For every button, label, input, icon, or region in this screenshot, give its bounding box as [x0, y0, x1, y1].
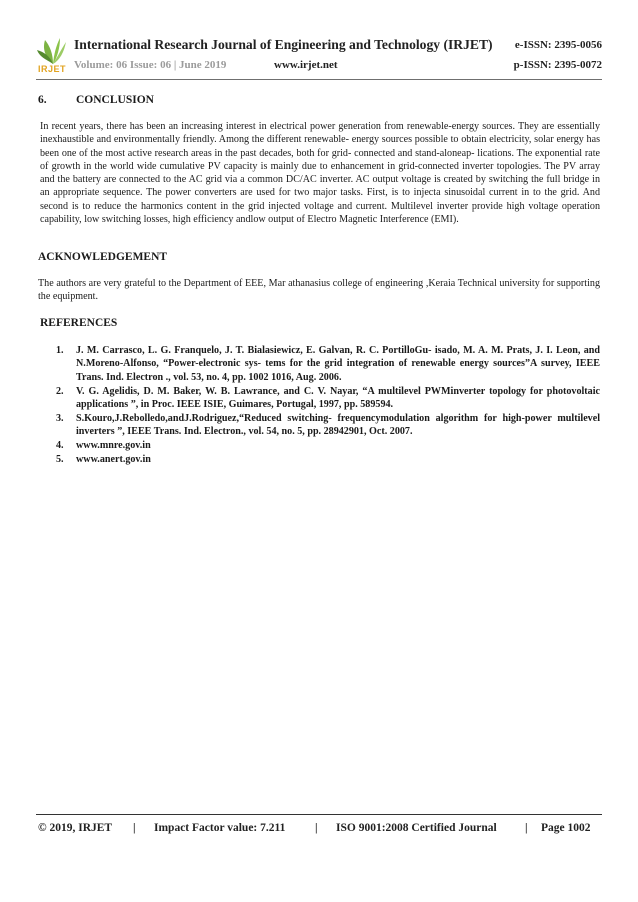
reference-link[interactable]: www.mnre.gov.in [76, 440, 151, 452]
acknowledgement-paragraph: The authors are very grateful to the Department of EEE, Mar athanasius college of engineering ,Keraia Technical university for supporting the equipment. [38, 278, 600, 303]
reference-list [56, 344, 600, 467]
reference-text: J. M. Carrasco, L. G. Franquelo, J. T. Bialasiewicz, E. Galvan, R. C. PortilloGu- isado, M. A. M. Prats, J. I. Leon, and N.Moreno-Alfonso, “Power-electronic sys- tems for the grid integration of renewable energy sources”A survey, IEEE Trans. Ind. Electron ., vol. 53, no. 4, pp. 1002 1016, Aug. 2006. [76, 345, 600, 383]
header-divider [36, 79, 602, 80]
footer-copyright: © 2019, IRJET [38, 822, 113, 834]
reference-number: 2. [56, 385, 64, 397]
reference-link[interactable]: www.anert.gov.in [76, 454, 151, 466]
reference-number: 3. [56, 413, 64, 425]
logo-text: IRJET [38, 64, 67, 74]
footer-separator: | [133, 822, 136, 834]
reference-item [56, 385, 600, 412]
footer-impact-factor: Impact Factor value: 7.211 [154, 822, 286, 834]
footer-separator: | [525, 822, 528, 834]
section-number: 6. [38, 94, 47, 106]
reference-number: 5. [56, 454, 64, 466]
acknowledgement-heading: ACKNOWLEDGEMENT [38, 251, 168, 263]
conclusion-heading [38, 94, 154, 106]
footer-iso: ISO 9001:2008 Certified Journal [336, 822, 497, 834]
reference-item[interactable] [56, 439, 600, 452]
reference-text: V. G. Agelidis, D. M. Baker, W. B. Lawrance, and C. V. Nayar, “A multilevel PWMinverter topology for photovoltaic applications ”, in Proc. IEEE ISIE, Guimares, Portugal, 1997, pp. 589594. [76, 385, 600, 411]
p-issn: p-ISSN: 2395-0072 [513, 59, 602, 71]
reference-item[interactable] [56, 453, 600, 466]
reference-item [56, 412, 600, 439]
page-header [36, 36, 602, 80]
footer-page-number: Page 1002 [541, 822, 591, 834]
e-issn: e-ISSN: 2395-0056 [514, 39, 602, 51]
conclusion-paragraph: In recent years, there has been an increasing interest in electrical power generation from renewable-energy sources. They are essentially inexhaustible and environmentally friendly. Among the different renewable- energy sources possible to obtain electricity, solar energy has been one of the most active research areas in the past decades, both for grid- connected and stand-aloneap- lications. The exponential rate of growth in the world wide cumulative PV capacity is mainly due to enhancement in grid-connected inverter topologies. The PV array and the battery are connected to the AC grid via a common DC/AC inverter. AC output voltage is created by switching the full bridge in an appropriate sequence. The power converters are used for two major tasks. First, is to injecta sinusoidal current in to the grid. And second is to reduce the harmonics content in the grid injected voltage and current. Multilevel inverter provide high voltage operation capability, low switching losses, high efficiency andlow output of Electro Magnetic Interference (EMI). [40, 121, 600, 226]
footer-separator: | [315, 822, 318, 834]
footer-divider [36, 814, 602, 815]
leaf-icon [36, 36, 70, 66]
reference-text: S.Kouro,J.Rebolledo,andJ.Rodriguez,“Reduced switching- frequencymodulation algorithm for high-power multilevel inverters ”, IEEE Trans. Ind. Electron., vol. 54, no. 5, pp. 28942901, Oct. 2007. [76, 413, 600, 438]
references-heading: REFERENCES [40, 317, 118, 329]
reference-number: 4. [56, 440, 64, 452]
section-title: CONCLUSION [76, 94, 154, 106]
website-link[interactable]: www.irjet.net [274, 59, 338, 71]
journal-title: International Research Journal of Engineering and Technology (IRJET) [74, 37, 493, 52]
volume-issue: Volume: 06 Issue: 06 | June 2019 [74, 59, 227, 71]
reference-item [56, 344, 600, 384]
reference-number: 1. [56, 345, 64, 356]
irjet-logo [36, 36, 70, 76]
